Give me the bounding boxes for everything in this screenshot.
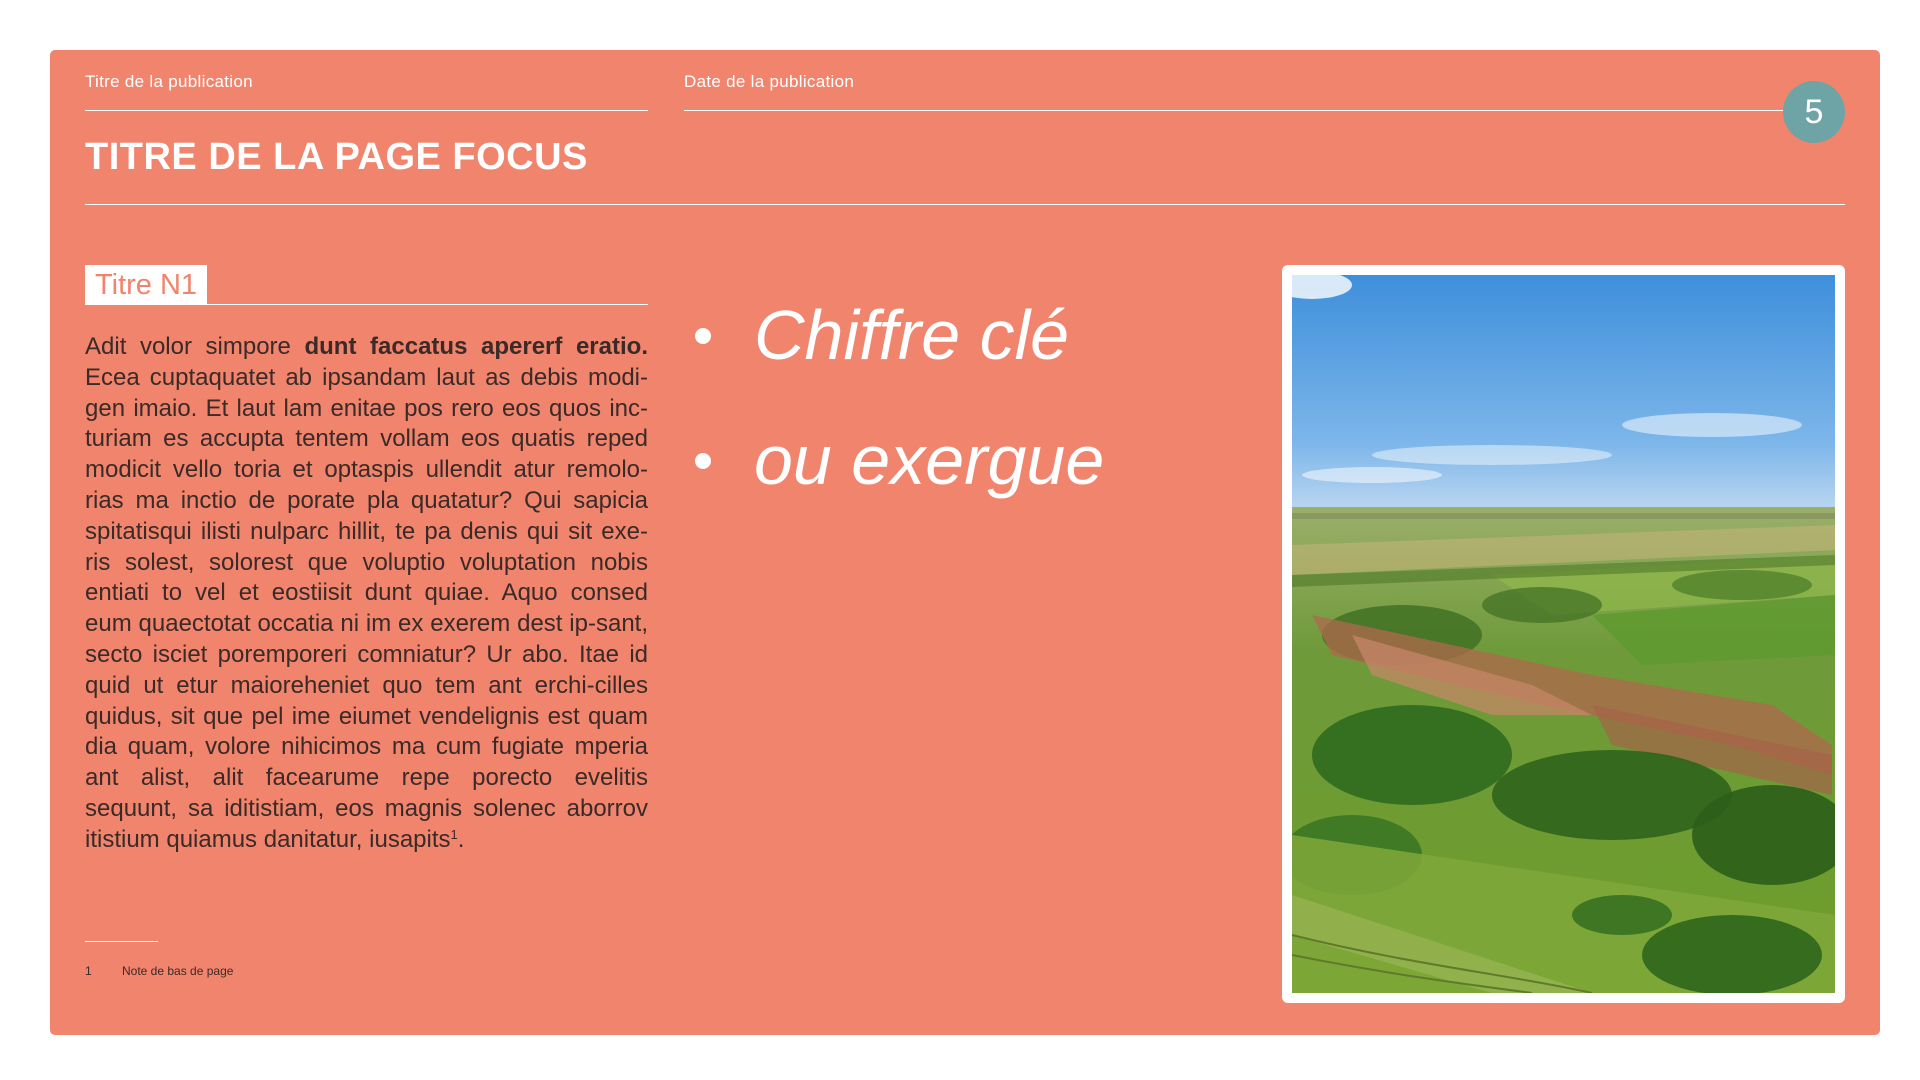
footnote-rule [85, 941, 158, 942]
header-rule-right [684, 110, 1784, 111]
landscape-illustration [1292, 275, 1835, 993]
photo-frame [1282, 265, 1845, 1003]
title-rule [85, 204, 1845, 205]
key-figure-item [690, 290, 1104, 415]
body-rest: Ecea cuptaquatet ab ipsandam laut as debis modi-gen imaio. Et laut lam enitae pos rero eos quos inc-turiam es accupta tentem vollam eos quatis reped modicit vello toria et optaspis ullendit atur remolo-rias ma inctio de porate pla quatatur? Qui sapicia spitatisqui ilisti nulparc hillit, te pa denis qui sit exe-ris solest, solorest que voluptio voluptation nobis entiati to vel et eostiisit dunt quiae. Aquo consed eum quaectotat occatia ni im ex exerem dest ip-sant, secto isciet poremporeri comniatur? Ur abo. Itae id quid ut etur maioreheniet quo tem ant erchi-cilles quidus, sit que pel ime eiumet vendelignis est quam dia quam, volore nihicimos ma cum fugiate mperia ant alist, alit facearume repe porecto evelitis sequunt, sa iditistiam, eos magnis solenec aborrov itistium quiamus danitatur, iusapits [85, 363, 648, 853]
header-rule-left [85, 110, 648, 111]
body-end: . [457, 825, 465, 853]
footnote-text: Note de bas de page [122, 964, 234, 978]
publication-title: Titre de la publication [85, 72, 253, 91]
body-paragraph [85, 332, 648, 856]
key-figures-list [690, 290, 1104, 540]
body-lead: Adit volor simpore [85, 333, 305, 360]
bullet-dot-icon [695, 453, 711, 469]
bullet-dot-icon [695, 328, 711, 344]
section-heading: Titre N1 [85, 265, 207, 305]
footnote-number: 1 [85, 964, 92, 978]
section-heading-rule [85, 304, 648, 305]
key-figure-text: ou exergue [754, 421, 1105, 499]
page-number-badge: 5 [1783, 81, 1845, 143]
page-title: TITRE DE LA PAGE FOCUS [85, 136, 588, 178]
publication-date: Date de la publication [684, 72, 855, 91]
village-aerial-photo [1292, 275, 1835, 993]
key-figure-text: Chiffre clé [754, 296, 1070, 374]
footnote-ref[interactable]: 1 [450, 826, 458, 842]
body-bold: dunt faccatus apererf eratio. [304, 333, 648, 360]
slide [50, 50, 1880, 1035]
key-figure-item [690, 415, 1104, 540]
